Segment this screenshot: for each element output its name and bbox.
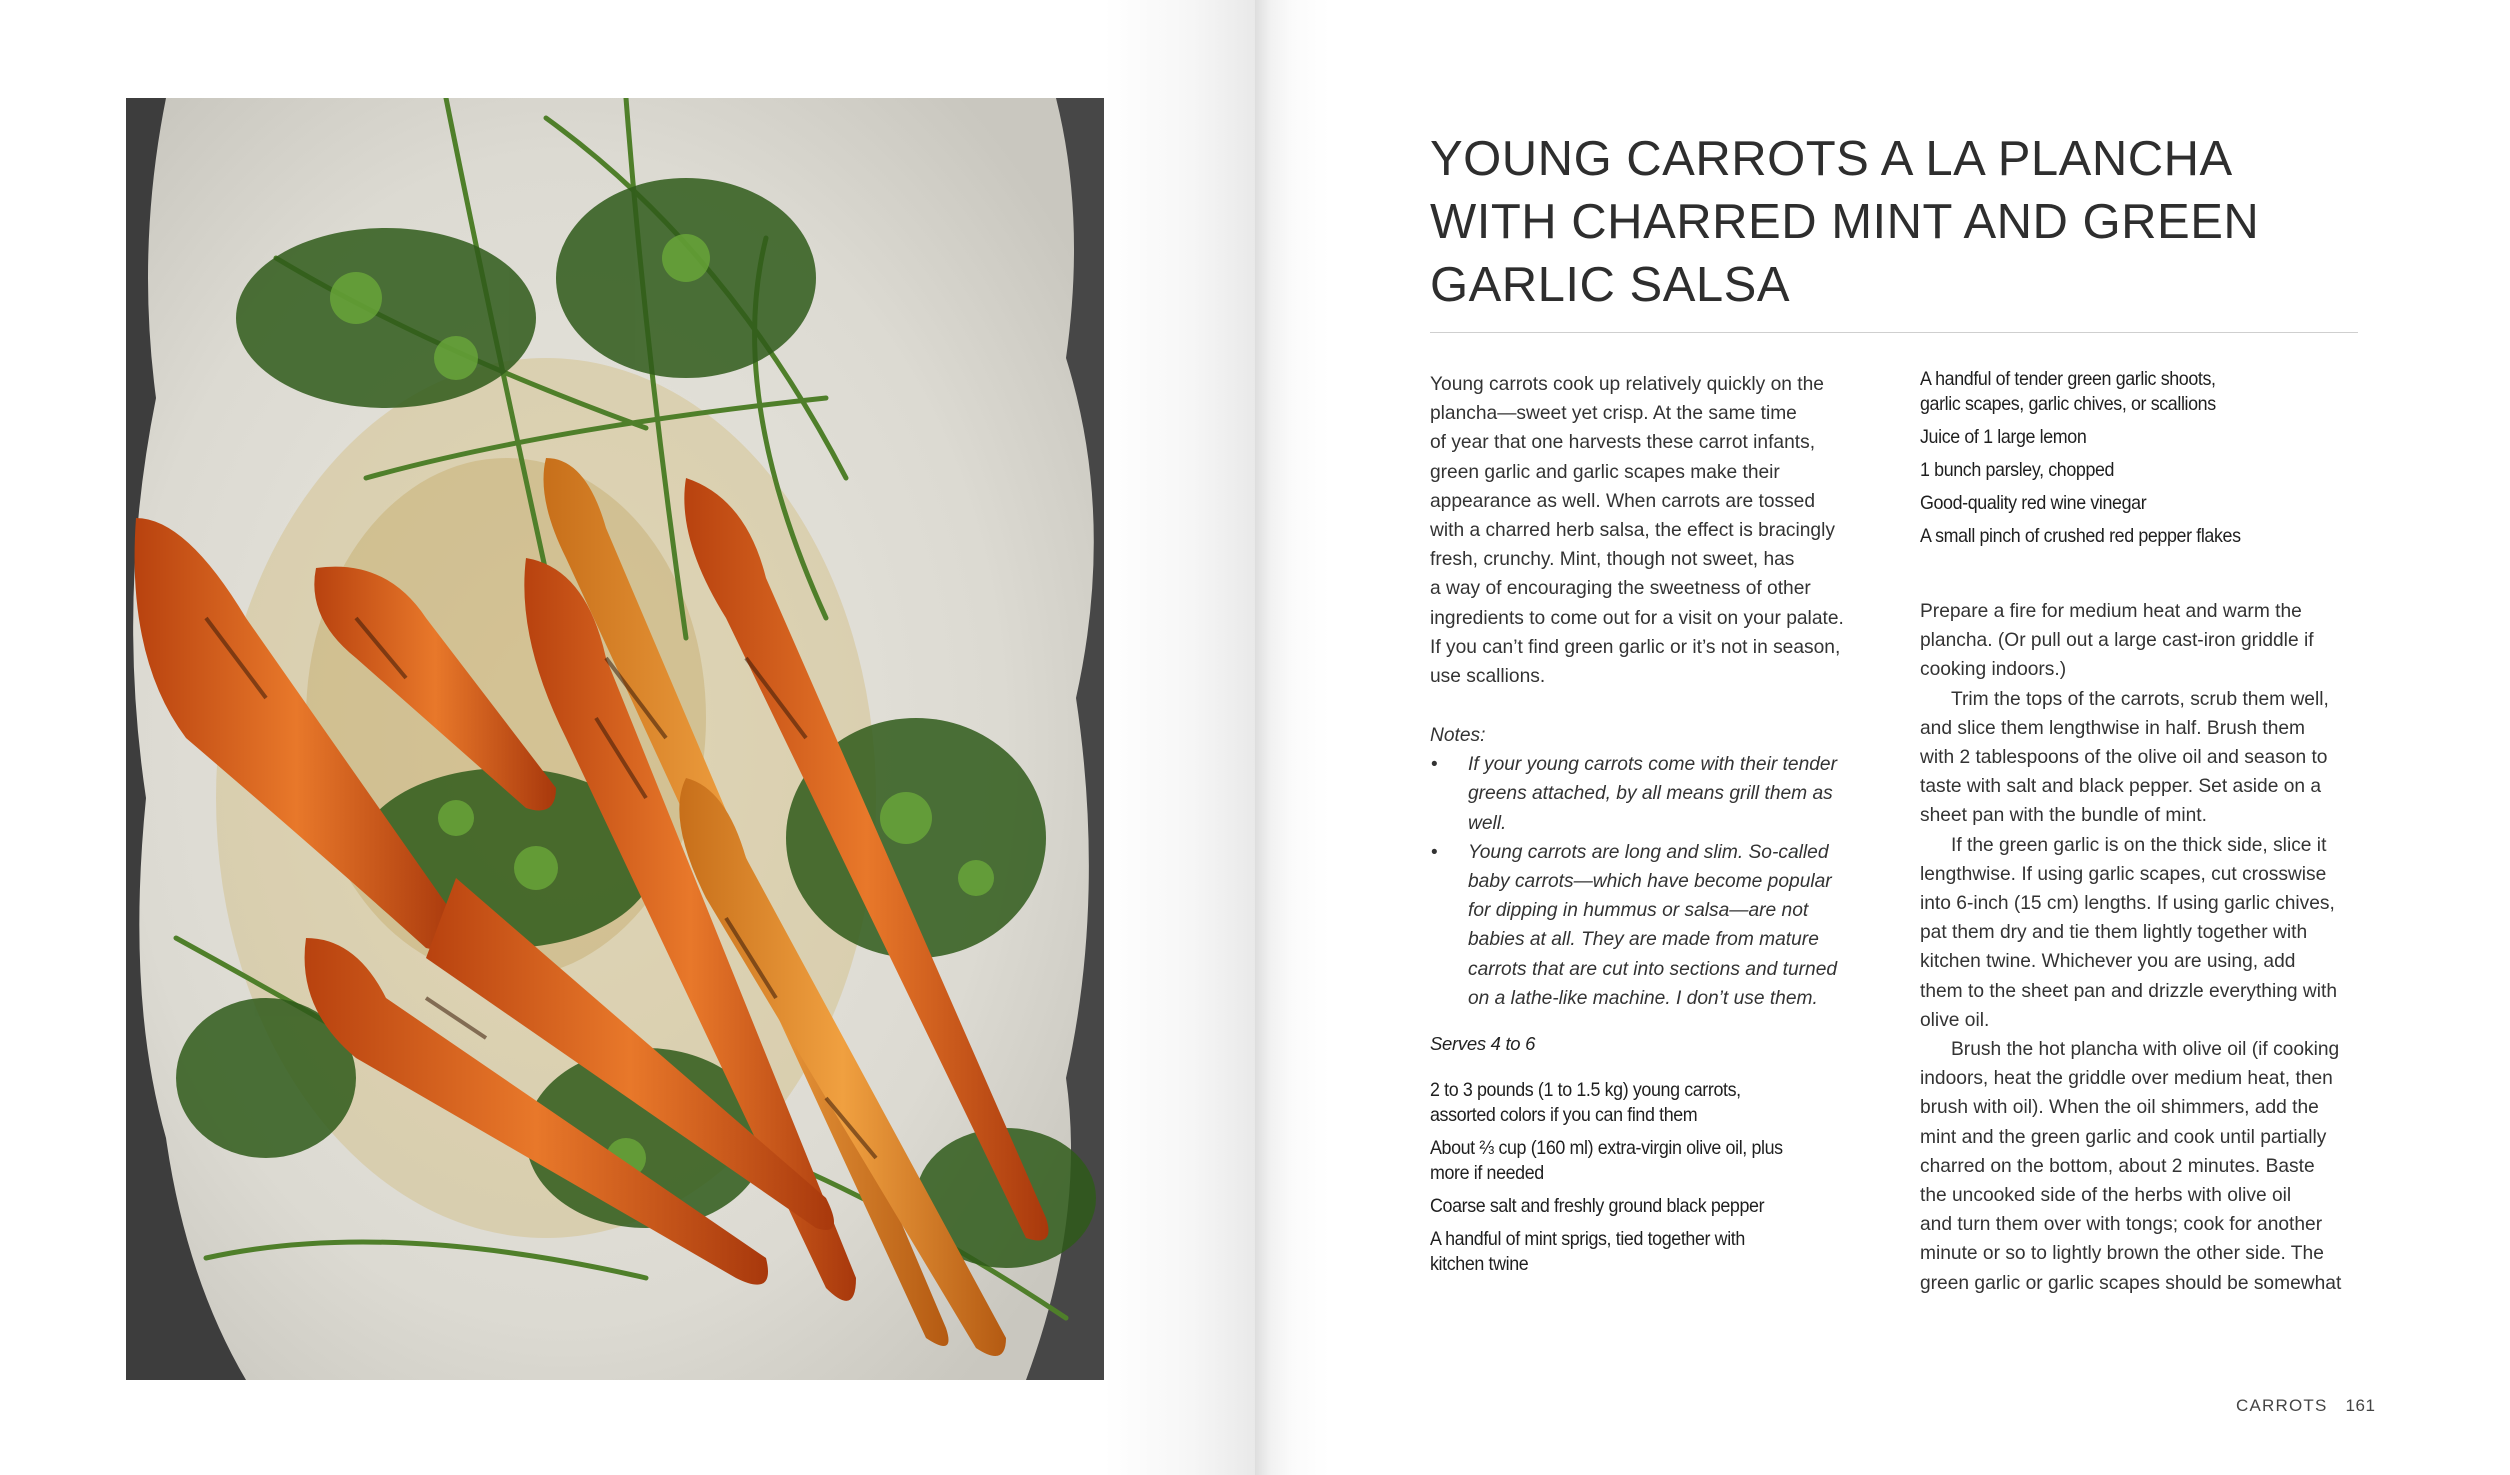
method-line: them to the sheet pan and drizzle everything with bbox=[1920, 980, 2338, 1002]
ingredient-line: 1 bunch parsley, chopped bbox=[1920, 460, 2115, 481]
method-line: pat them dry and tie them lightly together with bbox=[1920, 922, 2308, 944]
left-text-column bbox=[1430, 370, 1880, 1285]
ingredient-item bbox=[1430, 1078, 1880, 1128]
carrots-photo-illustration bbox=[126, 98, 1104, 1380]
method-line: kitchen twine. Whichever you are using, add bbox=[1920, 951, 2296, 973]
intro-line: Young carrots cook up relatively quickly on the bbox=[1430, 374, 1824, 395]
intro-line: of year that one harvests these carrot infants, bbox=[1430, 432, 1816, 454]
ingredient-line: Coarse salt and freshly ground black pepper bbox=[1430, 1196, 1765, 1218]
ingredient-line: Juice of 1 large lemon bbox=[1920, 427, 2087, 448]
ingredient-item bbox=[1920, 524, 2360, 549]
note-line: well. bbox=[1468, 812, 1507, 834]
ingredient-line: kitchen twine bbox=[1430, 1254, 1529, 1276]
note-line: babies at all. They are made from mature bbox=[1468, 929, 1819, 951]
ingredient-line: A handful of tender green garlic shoots, bbox=[1920, 369, 2216, 390]
page-number: 161 bbox=[2345, 1396, 2376, 1415]
right-text-column bbox=[1920, 367, 2360, 1298]
notes-label: Notes: bbox=[1430, 725, 1486, 747]
method-line: Brush the hot plancha with olive oil (if cooking bbox=[1951, 1039, 2340, 1061]
method-line: indoors, heat the griddle over medium heat, then bbox=[1920, 1068, 2333, 1090]
ingredient-line: A small pinch of crushed red pepper flakes bbox=[1920, 526, 2241, 547]
intro-line: If you can’t find green garlic or it’s not in season, bbox=[1430, 636, 1841, 658]
method-line: taste with salt and black pepper. Set aside on a bbox=[1920, 776, 2322, 798]
title-divider bbox=[1430, 332, 2358, 333]
note-line: Young carrots are long and slim. So-called bbox=[1468, 841, 1829, 863]
method-line: minute or so to lightly brown the other side. The bbox=[1920, 1243, 2324, 1265]
carrots-photo bbox=[126, 98, 1104, 1380]
section-name: CARROTS bbox=[2236, 1396, 2328, 1415]
method-line: green garlic or garlic scapes should be somewhat bbox=[1920, 1272, 2342, 1294]
method-paragraph bbox=[1920, 831, 2360, 1035]
method-line: cooking indoors.) bbox=[1920, 659, 2067, 681]
title-line: GARLIC SALSA bbox=[1430, 258, 1791, 312]
ingredient-item bbox=[1430, 1136, 1880, 1186]
bullet-icon: • bbox=[1431, 754, 1438, 776]
method-paragraph bbox=[1920, 597, 2360, 685]
method-line: sheet pan with the bundle of mint. bbox=[1920, 805, 2207, 827]
method-paragraph bbox=[1920, 685, 2360, 831]
note-item bbox=[1430, 750, 1880, 838]
method-line: with 2 tablespoons of the olive oil and season to bbox=[1920, 747, 2328, 769]
method-line: brush with oil). When the oil shimmers, add the bbox=[1920, 1097, 2319, 1119]
notes-list bbox=[1430, 750, 1880, 1013]
note-line: If your young carrots come with their tender bbox=[1468, 754, 1837, 776]
intro-line: with a charred herb salsa, the effect is bracingly bbox=[1430, 520, 1835, 542]
ingredient-item bbox=[1920, 425, 2360, 450]
intro-line: appearance as well. When carrots are tossed bbox=[1430, 490, 1816, 512]
intro-line: plancha—sweet yet crisp. At the same time bbox=[1430, 403, 1797, 425]
ingredient-line: 2 to 3 pounds (1 to 1.5 kg) young carrots, bbox=[1430, 1080, 1741, 1102]
method-line: plancha. (Or pull out a large cast-iron griddle if bbox=[1920, 630, 2314, 652]
ingredient-line: About ⅔ cup (160 ml) extra-virgin olive oil, plus bbox=[1430, 1138, 1783, 1160]
method-paragraph bbox=[1920, 1035, 2360, 1298]
method-steps bbox=[1920, 597, 2360, 1298]
title-line: WITH CHARRED MINT AND GREEN bbox=[1430, 195, 2260, 249]
ingredient-item bbox=[1920, 367, 2360, 417]
note-line: greens attached, by all means grill them as bbox=[1468, 783, 1833, 805]
method-line: and turn them over with tongs; cook for another bbox=[1920, 1214, 2323, 1236]
intro-line: a way of encouraging the sweetness of other bbox=[1430, 578, 1811, 600]
method-line: olive oil. bbox=[1920, 1009, 1990, 1031]
ingredient-line: assorted colors if you can find them bbox=[1430, 1105, 1698, 1127]
note-line: baby carrots—which have become popular bbox=[1468, 871, 1832, 893]
intro-line: ingredients to come out for a visit on your palate. bbox=[1430, 607, 1844, 629]
method-line: into 6-inch (15 cm) lengths. If using garlic chives, bbox=[1920, 893, 2335, 915]
recipe-intro bbox=[1430, 370, 1880, 691]
method-line: charred on the bottom, about 2 minutes. Baste bbox=[1920, 1155, 2315, 1177]
method-line: mint and the green garlic and cook until partially bbox=[1920, 1126, 2327, 1148]
title-line: YOUNG CARROTS A LA PLANCHA bbox=[1430, 132, 2233, 186]
intro-line: green garlic and garlic scapes make their bbox=[1430, 461, 1780, 483]
ingredient-item bbox=[1430, 1227, 1880, 1277]
method-line: and slice them lengthwise in half. Brush them bbox=[1920, 717, 2306, 739]
note-line: carrots that are cut into sections and turned bbox=[1468, 958, 1838, 980]
ingredients-list bbox=[1430, 1078, 1880, 1277]
method-line: lengthwise. If using garlic scapes, cut crosswise bbox=[1920, 863, 2327, 885]
page-footer bbox=[2236, 1396, 2375, 1416]
note-line: on a lathe-like machine. I don’t use them. bbox=[1468, 987, 1818, 1009]
note-item bbox=[1430, 838, 1880, 1013]
recipe-notes bbox=[1430, 721, 1880, 1013]
intro-line: fresh, crunchy. Mint, though not sweet, has bbox=[1430, 549, 1795, 571]
ingredient-line: garlic scapes, garlic chives, or scallions bbox=[1920, 394, 2216, 415]
ingredient-item bbox=[1920, 491, 2360, 516]
method-line: the uncooked side of the herbs with olive oil bbox=[1920, 1185, 2292, 1207]
recipe-title bbox=[1430, 128, 2330, 317]
ingredient-line: Good-quality red wine vinegar bbox=[1920, 493, 2147, 514]
ingredients-list-continued bbox=[1920, 367, 2360, 549]
serves-label: Serves 4 to 6 bbox=[1430, 1033, 1536, 1055]
intro-line: use scallions. bbox=[1430, 666, 1546, 688]
ingredient-item bbox=[1430, 1194, 1880, 1219]
ingredient-line: A handful of mint sprigs, tied together with bbox=[1430, 1229, 1745, 1251]
bullet-icon: • bbox=[1431, 841, 1438, 863]
ingredient-item bbox=[1920, 458, 2360, 483]
method-line: If the green garlic is on the thick side, slice it bbox=[1951, 834, 2327, 856]
method-line: Trim the tops of the carrots, scrub them well, bbox=[1951, 688, 2329, 710]
note-line: for dipping in hummus or salsa—are not bbox=[1468, 900, 1809, 922]
ingredient-line: more if needed bbox=[1430, 1163, 1544, 1185]
method-line: Prepare a fire for medium heat and warm the bbox=[1920, 601, 2302, 622]
